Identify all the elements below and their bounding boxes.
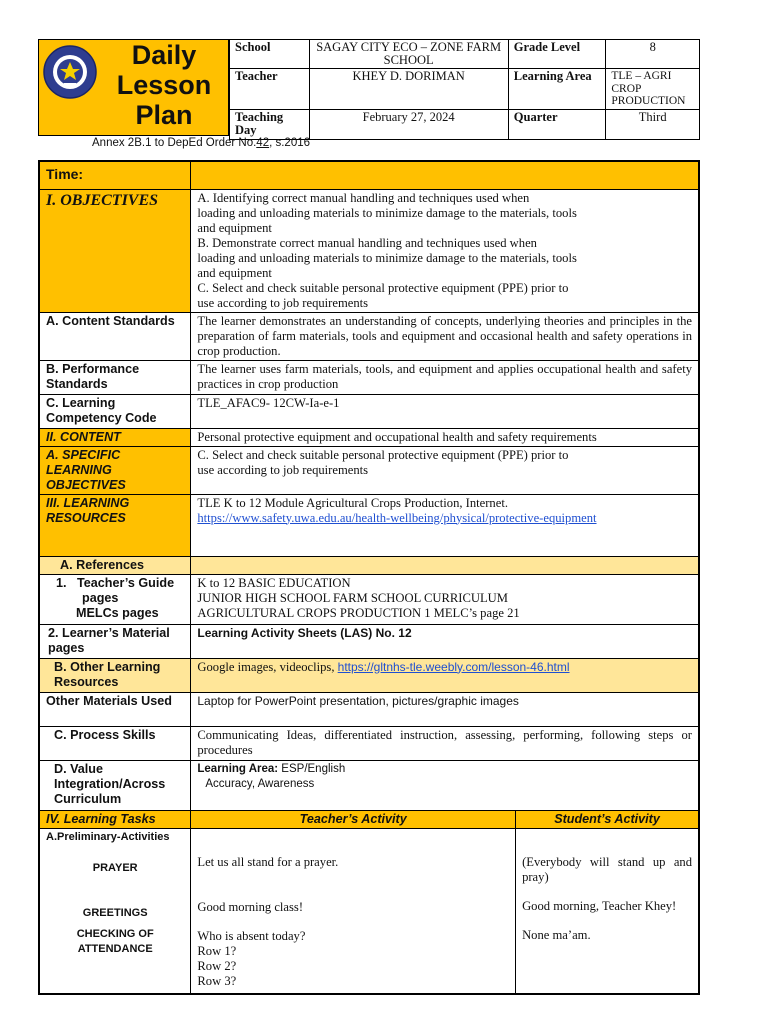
weebly-lesson-link[interactable]: https://gltnhs-tle.weebly.com/lesson-46.html	[337, 659, 570, 674]
content-label: II. CONTENT	[39, 428, 191, 446]
other-resources-label: B. Other Learning Resources	[39, 658, 191, 692]
learning-area-label: Learning Area	[508, 69, 606, 110]
vi-values: Accuracy, Awareness	[205, 777, 315, 790]
learning-resources-text: TLE K to 12 Module Agricultural Crops Production, Internet.	[197, 495, 508, 510]
title-line-lesson: Lesson	[116, 70, 212, 100]
objectives-list	[191, 189, 699, 312]
process-skills-label: C. Process Skills	[39, 726, 191, 760]
header-info-table	[229, 39, 700, 140]
time-value	[191, 161, 699, 189]
preliminary-activities-cell	[39, 828, 191, 994]
learning-tasks-label: IV. Learning Tasks	[39, 810, 191, 828]
student-greeting: Good morning, Teacher Khey!	[522, 898, 677, 913]
quarter-label: Quarter	[508, 109, 606, 139]
teachers-guide-pages: pages	[82, 590, 119, 605]
school-value: SAGAY CITY ECO – ZONE FARM SCHOOL	[309, 40, 508, 69]
objective-line: B. Demonstrate correct manual handling and techniques used when	[197, 235, 537, 250]
title-line-plan: Plan	[135, 100, 193, 130]
teacher-activity-cell	[191, 828, 516, 994]
teaching-day-label: Teaching Day	[230, 109, 310, 139]
vi-area-value: ESP/English	[278, 762, 346, 775]
value-integration-label: D. Value Integration/Across Curriculum	[39, 760, 191, 810]
annex-note	[92, 137, 310, 149]
objective-line: and equipment	[197, 220, 272, 235]
safety-uwa-link[interactable]: https://www.safety.uwa.edu.au/health-wellbeing/physical/protective-equipment	[197, 510, 597, 525]
teacher-row-line: Row 2?	[197, 958, 237, 973]
learners-material-label: 2. Learner’s Material pages	[39, 624, 191, 658]
time-label: Time:	[39, 161, 191, 189]
references-label: A. References	[39, 556, 191, 574]
teachers-guide-label	[39, 574, 191, 624]
process-skills-value: Communicating Ideas, differentiated instruction, assessing, performing, following steps or procedures	[191, 726, 699, 760]
learning-resources-label: III. LEARNING RESOURCES	[39, 494, 191, 556]
annex-suffix: , s.2016	[269, 137, 311, 149]
tg-line: AGRICULTURAL CROPS PRODUCTION 1 MELC’s page 21	[197, 605, 520, 620]
teacher-row-line: Row 1?	[197, 943, 237, 958]
performance-standards-label: B. Performance Standards	[39, 360, 191, 394]
tg-line: JUNIOR HIGH SCHOOL FARM SCHOOL CURRICULUM	[197, 590, 508, 605]
content-standards-value: The learner demonstrates an understanding of concepts, underlying theories and principles in the preparation of farm materials, tools and equipment and occasional health and safety operations in crop production.	[191, 312, 699, 360]
annex-number: 42	[256, 137, 270, 149]
teacher-absent-question: Who is absent today?	[197, 928, 306, 943]
specific-objective-line: use according to job requirements	[197, 462, 369, 477]
objectives-label: I. OBJECTIVES	[39, 189, 191, 312]
greetings-label: GREETINGS	[82, 906, 148, 919]
specific-objectives-value	[191, 446, 699, 494]
content-standards-label: A. Content Standards	[39, 312, 191, 360]
grade-level-value: 8	[606, 40, 700, 69]
attendance-label	[46, 927, 184, 957]
teacher-greeting: Good morning class!	[197, 899, 304, 914]
annex-prefix: Annex 2B.1 to DepEd Order No.	[92, 137, 257, 149]
page-title	[100, 40, 228, 130]
lesson-plan-table	[38, 160, 700, 995]
student-prayer: (Everybody will stand up and pray)	[522, 854, 692, 884]
tg-line: K to 12 BASIC EDUCATION	[197, 575, 351, 590]
teacher-label: Teacher	[230, 69, 310, 110]
quarter-value: Third	[606, 109, 700, 139]
references-value	[191, 556, 699, 574]
teacher-value: KHEY D. DORIMAN	[309, 69, 508, 110]
student-activity-cell	[516, 828, 699, 994]
teachers-guide-value	[191, 574, 699, 624]
deped-seal-icon	[42, 44, 98, 100]
grade-level-label: Grade Level	[508, 40, 606, 69]
other-resources-value	[191, 658, 699, 692]
objective-line: use according to job requirements	[197, 295, 369, 310]
teachers-guide-title: Teacher’s Guide	[77, 575, 175, 590]
specific-objectives-label: A. SPECIFIC LEARNING OBJECTIVES	[39, 446, 191, 494]
prayer-label: PRAYER	[92, 861, 138, 874]
learners-material-value: Learning Activity Sheets (LAS) No. 12	[191, 624, 699, 658]
objective-line: loading and unloading materials to minimize damage to the materials, tools	[197, 250, 577, 265]
student-absent-answer: None ma’am.	[522, 927, 591, 942]
competency-code-label: C. Learning Competency Code	[39, 394, 191, 428]
objective-line: A. Identifying correct manual handling and techniques used when	[197, 190, 530, 205]
vi-area-label: Learning Area:	[197, 762, 279, 775]
melcs-pages: MELCs pages	[76, 605, 159, 620]
teacher-activity-header: Teacher’s Activity	[191, 810, 516, 828]
objective-line: C. Select and check suitable personal protective equipment (PPE) prior to	[197, 280, 569, 295]
preliminary-activities-label: A.Preliminary-Activities	[46, 830, 170, 843]
teacher-prayer: Let us all stand for a prayer.	[197, 854, 339, 869]
attendance-label-line: CHECKING OF	[76, 927, 154, 940]
value-integration-value	[191, 760, 699, 810]
competency-code-value: TLE_AFAC9- 12CW-Ia-e-1	[191, 394, 699, 428]
other-materials-label: Other Materials Used	[39, 692, 191, 726]
specific-objective-line: C. Select and check suitable personal protective equipment (PPE) prior to	[197, 447, 569, 462]
performance-standards-value: The learner uses farm materials, tools, and equipment and applies occupational health and safety practices in crop production	[191, 360, 699, 394]
learning-area-value: TLE – AGRI CROP PRODUCTION	[606, 69, 700, 110]
teacher-row-line: Row 3?	[197, 973, 237, 988]
teaching-day-value: February 27, 2024	[309, 109, 508, 139]
student-activity-header: Student’s Activity	[516, 810, 699, 828]
objective-line: loading and unloading materials to minimize damage to the materials, tools	[197, 205, 577, 220]
attendance-label-line: ATTENDANCE	[77, 942, 153, 955]
other-resources-text: Google images, videoclips,	[197, 659, 338, 674]
other-materials-value: Laptop for PowerPoint presentation, pictures/graphic images	[191, 692, 699, 726]
learning-resources-value	[191, 494, 699, 556]
teachers-guide-number: 1.	[56, 575, 67, 590]
school-label: School	[230, 40, 310, 69]
objective-line: and equipment	[197, 265, 272, 280]
content-value: Personal protective equipment and occupational health and safety requirements	[191, 428, 699, 446]
title-line-daily: Daily	[131, 40, 197, 70]
